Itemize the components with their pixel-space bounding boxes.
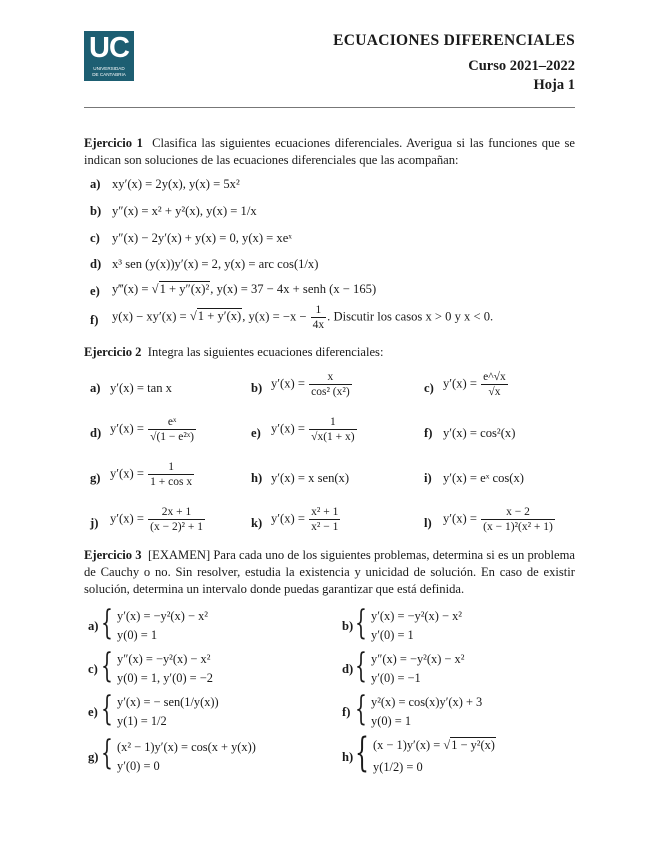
fraction: $\frac{x}{\text{cos² (x²)}}$ [311,371,350,398]
ex1-item-label: c) [90,231,100,245]
left-brace: { [101,646,113,686]
logo-subtext: UNIVERSIDAD DE CANTABRIA [92,66,126,77]
ex3-item-f-equation: y²(x) = cos(x)y′(x) + 3 [371,695,483,709]
ex1-item-label: b) [90,204,102,218]
ex3-item-label: h) [342,750,354,764]
ex3-item-a-equation: y′(x) = −y²(x) − x² [117,609,208,623]
left-brace: { [101,733,113,773]
ex2-item-h: y′(x) = x sen(x) [271,471,350,485]
ex3-item-label: g) [88,750,99,764]
left-brace: { [355,646,367,686]
ex3-item-c-condition: y(0) = 1, y′(0) = −2 [117,671,213,685]
left-brace: { [101,689,113,729]
ex1-item-d: x³ sen (y(x))y′(x) = 2, y(x) = arc cos(1/x) [112,257,319,271]
ex3-item-h-condition: y(1/2) = 0 [373,760,423,774]
sqrt-symbol: √1 + y″(x)² [151,282,210,296]
ex2-item-label: b) [251,381,263,395]
ex2-item-d: y′(x) = $\frac{\text{eˣ}}{\text{√(1 − e²ˣ)}}$ [110,416,194,443]
ex3-item-label: a) [88,619,99,633]
ex2-item-a: y′(x) = tan x [110,381,172,395]
left-brace: { [355,689,367,729]
ex3-item-g-condition: y′(0) = 0 [117,759,160,773]
fraction: $\frac{e\^{}√x}{√x}$ [483,371,506,398]
ex1-item-label: a) [90,177,101,191]
ex1-item-b: y″(x) = x² + y²(x), y(x) = 1/x [112,204,257,218]
fraction: $\frac{\text{x² + 1}}{\text{x² − 1}}$ [311,506,339,533]
ex3-item-f-condition: y(0) = 1 [371,714,412,728]
ex2-item-g: y′(x) = $\frac{1}{\text{1 + cos x}}$ [110,461,193,488]
left-brace: { [355,603,367,643]
ex1-item-c: y″(x) − 2y′(x) + y(x) = 0, y(x) = xeˣ [112,231,292,245]
left-brace: { [101,603,113,643]
ex2-item-j: y′(x) = $\frac{2x + 1}{\text{(x − 2)² + 1}}$ [110,506,203,533]
ex2-item-f: y′(x) = cos²(x) [443,426,516,440]
ex3-item-label: b) [342,619,354,633]
ex3-item-h-equation: (x − 1)y′(x) = √1 − y²(x) [373,738,495,752]
ex3-item-e-condition: y(1) = 1/2 [117,714,167,728]
sqrt-symbol: √1 + y′(x) [189,309,242,324]
left-brace: { [355,730,369,776]
ex2-item-i: y′(x) = eˣ cos(x) [443,471,524,485]
exercise-2-intro: Ejercicio 2 Integra las siguientes ecuaciones diferenciales: [84,345,384,359]
ex3-item-d-condition: y′(0) = −1 [371,671,421,685]
exercise-3-intro: Ejercicio 3 [EXAMEN] Para cada uno de los siguientes problemas, determina si es un problema de Cauchy o no. Sin resolver, estudia la existencia y unicidad de solución. En caso de existir solución, determina un intervalo donde puedas garantizar que está definida. [84,548,576,596]
ex3-item-c-equation: y″(x) = −y²(x) − x² [117,652,211,666]
ex2-item-c: y′(x) = $\frac{e\^{}√x}{√x}$ [443,371,506,398]
ex3-item-e-equation: y′(x) = − sen(1/y(x)) [117,695,219,709]
ex2-item-label: a) [90,381,101,395]
ex1-item-label: f) [90,313,99,327]
ex3-item-label: c) [88,662,98,676]
ex2-item-e: y′(x) = $\frac{1}{√x(1 + x)}$ [271,416,355,443]
ex2-item-b: y′(x) = $\frac{x}{\text{cos² (x²)}}$ [271,371,350,398]
fraction: $\frac{2x + 1}{\text{(x − 2)² + 1}}$ [150,506,203,533]
ex3-item-label: e) [88,705,98,719]
ex1-item-e: y‴(x) = √1 + y″(x)², y(x) = 37 − 4x + senh (x − 165) [112,282,377,296]
exercise-3-label: Ejercicio 3 [84,548,142,562]
exercise-1-intro: Ejercicio 1 Clasifica las siguientes ecuaciones diferenciales. Averigua si las funciones que se indican son soluciones de las ecuaciones diferenciales que las acompañan: [84,136,575,167]
sqrt-symbol: √1 − y²(x) [443,738,495,752]
ex3-item-d-equation: y″(x) = −y²(x) − x² [371,652,465,666]
ex2-item-label: e) [251,426,261,440]
fraction: $\frac{1}{\text{1 + cos x}}$ [150,461,193,488]
course-label: Curso 2021–2022 [468,58,575,74]
exercise-1-label: Ejercicio 1 [84,136,143,150]
fraction: $\frac{\text{eˣ}}{\text{√(1 − e²ˣ)}}$ [150,416,194,443]
university-logo [84,31,134,81]
ex2-item-label: k) [251,516,263,530]
page-title: ECUACIONES DIFERENCIALES [333,32,575,49]
ex2-item-label: h) [251,471,263,485]
ex1-item-a: xy′(x) = 2y(x), y(x) = 5x² [112,177,240,191]
ex2-item-label: l) [424,516,432,530]
ex3-item-b-equation: y′(x) = −y²(x) − x² [371,609,462,623]
ex3-item-b-condition: y′(0) = 1 [371,628,414,642]
logo-text: UC [89,32,129,64]
ex3-item-g-equation: (x² − 1)y′(x) = cos(x + y(x)) [117,740,256,754]
ex1-item-label: d) [90,257,102,271]
ex2-item-label: f) [424,426,433,440]
ex2-item-label: i) [424,471,432,485]
ex2-item-label: g) [90,471,101,485]
ex2-item-label: d) [90,426,102,440]
ex2-item-label: j) [90,516,99,530]
ex3-item-label: d) [342,662,354,676]
fraction: $\frac{1}{√x(1 + x)}$ [311,416,355,443]
header-divider [84,107,575,108]
ex2-item-l: y′(x) = $\frac{x - 2}{\text{(x − 1)²(x² + 1)}}$ [443,506,553,533]
ex2-item-label: c) [424,381,434,395]
fraction: $\frac{1}{4x}$ [312,304,325,331]
ex1-item-label: e) [90,284,100,298]
ex2-item-k: y′(x) = $\frac{\text{x² + 1}}{\text{x² − 1}}$ [271,506,339,533]
fraction: $\frac{x - 2}{\text{(x − 1)²(x² + 1)}}$ [483,506,553,533]
exercise-2-label: Ejercicio 2 [84,345,142,359]
sheet-label: Hoja 1 [533,77,575,93]
ex3-item-label: f) [342,705,351,719]
ex1-item-f: y(x) − xy′(x) = √1 + y′(x), y(x) = −x − $\frac{1}{4x}$ . Discutir los casos x > 0 y x < 0. [112,304,494,331]
ex3-item-a-condition: y(0) = 1 [117,628,158,642]
